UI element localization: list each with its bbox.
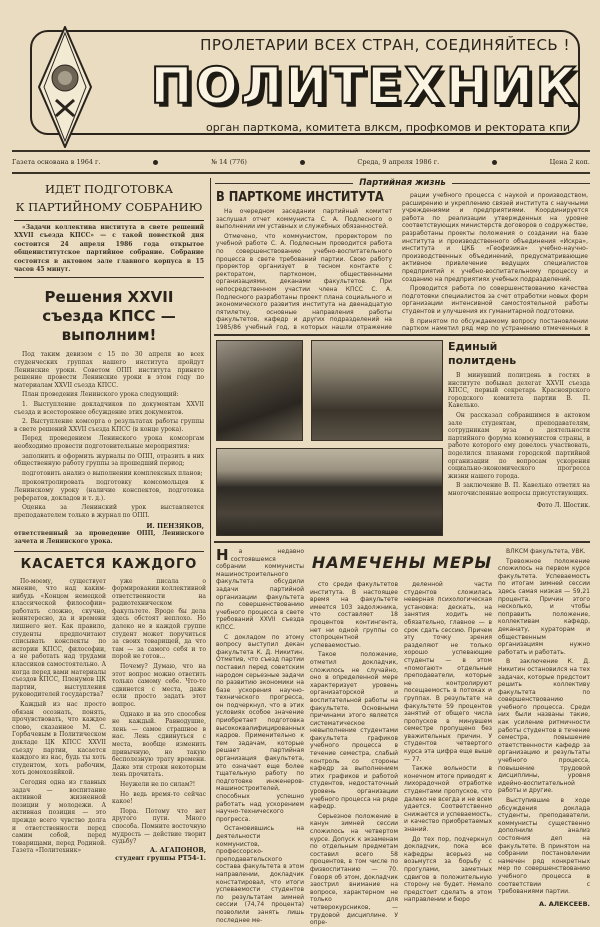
paragraph: На очередном заседании партийный комитет заслушал отчет коммуниста С. А. Подлесного о выполнении им уставных и служебных обязанностей. (216, 208, 392, 231)
article-party-meeting (12, 182, 206, 278)
paragraph: сто среди факультетов института. В настоящее время на факультете имеется 103 задолжника, что составляет 18 процентов контингента, нет ни одной группы со стопроцентной успеваемостью. (310, 581, 398, 649)
article-column (402, 192, 588, 332)
photo-audience (216, 448, 443, 536)
paragraph: До тех пор, подчеркнул докладчик, пока все кафедры всерьез не возьмутся за борьбу с прогулами, заметных сдвигов в положительную сторону не будет. Немало предстоит сделать в этом направлении и бюро (404, 835, 492, 904)
paragraph: рации учебного процесса с наукой и производством, расширению и укреплению связей института с научными учреждениями и предприятиями. Координируется работа по реализации утвержденных на уровне соответствующих министерств договоров о содружестве, разработаны проекты положения о создании на базе института и производственного объединения «Искра», института и ЦКБ «Геофизика» учебно-научно-производственных объединений, предусматривающие активное привлечение ведущих специалистов предприятий к учебно-воспитательному процессу и созданию на предприятиях учебных подразделений. (402, 192, 588, 283)
headline: В ПАРТКОМЕ ИНСТИТУТА (216, 190, 384, 205)
article-column (216, 208, 392, 332)
emblem-badge-icon (38, 26, 92, 148)
divider (14, 551, 204, 552)
divider (12, 150, 590, 152)
issue-info-bar (12, 158, 590, 166)
paragraph: Остановившись на деятельности коммунистов, профессорско-преподавательского состава факультета в этом направлении, докладчик констатировал, что итоги успеваемости студентов по результатам зимней сессии (74,74 процента) позволили занять лишь последнее ме- (216, 825, 304, 924)
newspaper-title: ПОЛИТЕХНИК (150, 57, 580, 115)
article-concerns-everyone (12, 557, 206, 862)
announcement: «Задачи коллектива института в свете решений XXVII съезда КПСС» — с такой повесткой дня состоится 24 апреля 1986 года открытое общеинститутское партийное собрание. Собрание состоится в актовом зале главного корпуса в 15 часов 45 минут. (14, 220, 204, 278)
headline: Решения XXVII съезда КПСС — выполним! (42, 288, 176, 345)
masthead-subtitle: орган парткома, комитета влксм, профкомов и ректората кпи (205, 121, 570, 134)
rubric-label: Партийная жизнь (359, 178, 446, 188)
issue-number: № 14 (776) (210, 158, 247, 166)
paragraph: заполнить и оформить журналы по ОПП, отразить в них общественную работу группы за прошедший период; (14, 452, 204, 468)
divider (12, 172, 590, 174)
photo-speaker (216, 340, 303, 441)
headline: К ПАРТИЙНОМУ СОБРАНИЮ (15, 200, 203, 214)
slogan: ПРОЛЕТАРИИ ВСЕХ СТРАН, СОЕДИНЯЙТЕСЬ ! (200, 36, 570, 54)
paragraph: ВЛКСМ факультета, УВК. (506, 548, 586, 555)
paragraph: Перед проведением Ленинского урока комсоргам необходимо провести подготовительные мероприятия: (14, 435, 204, 450)
author-role: ответственный за проведение ОПП, Ленинского зачета и Ленинского урока. (14, 530, 204, 545)
photo-auditorium-question (311, 340, 443, 441)
paragraph: В заключение В. П. Кавелько ответил на многочисленные вопросы присутствующих. (448, 482, 590, 497)
article-column (498, 548, 590, 908)
divider (214, 541, 590, 543)
paragraph: Почему? Думаю, что на этот вопрос можно ответить только самому себе. Что-то сдвинется с места, даже если просто задать этот вопрос. (112, 663, 206, 708)
bullet-icon (492, 160, 497, 165)
headline: ИДЕТ ПОДГОТОВКА (44, 182, 174, 196)
drop-cap: Н (216, 546, 229, 564)
founded-text: Газета основана в 1964 г. (12, 158, 101, 166)
paragraph: Оценка за Ленинский урок выставляется преподавателем только в журнал по ОПП. (14, 504, 204, 519)
column-divider (210, 178, 211, 840)
paragraph: а недавно состоявшемся собрании коммунисты машиностроительного факультета обсудили задачи партийной организации факультета по совершенствованию учебного процесса в свете требований XXVII съезда КПСС. (216, 548, 304, 631)
bullet-icon (153, 160, 158, 165)
paragraph: Он рассказал собравшимся в актовом зале студентам, преподавателям, сотрудникам вуза о деятельности партийного форума коммунистов страны, в работе которого ему довелось участвовать, поделился планами городской партийной организации по вопросам ускорения социально-экономического прогресса жизни нашего города. (448, 411, 590, 480)
paragraph: деленной части студентов сложилась неверная психологическая установка: дескать, на занятия ходить не обязательно, главное — в срок сдать сессию. Причем эту точку зрения разделяют не только хорошо успевающие студенты — в этом «помогают» отдельные преподаватели, которые не контролируют посещаемость в потоках и группах. В результате на факультете 59 процентов занятий от общего числа пропусков в минувшем семестре пропущено без уважительных причин. У студентов четвертого курса эта цифра еще выше — 77. (404, 581, 492, 763)
left-column (12, 182, 206, 862)
photo-credit: Фото Л. Шостик. (536, 501, 590, 509)
price: Цена 2 коп. (549, 158, 590, 166)
author: А. АЛЕКСЕЕВ. (538, 899, 590, 908)
headline: НАМЕЧЕНЫ МЕРЫ (311, 553, 493, 572)
paragraph: Однако и на это способен не каждый. Равнодушие, лень — самое страшное в нас. Лень сдвинуться с места, вообще изменить привычную, но такую бесполезную трату времени. Даже эти строки некоторым лень прочитать. (112, 710, 206, 779)
paragraph: Выступившие в ходе обсуждения доклада студенты, преподаватели, коммунисты существенно дополнили анализ состояния дел на факультете. В принятом на собрании постановлении намечен ряд конкретных мер по совершенствованию учебного процесса в соответствии с требованиями партии. (498, 797, 590, 896)
issue-date: Среда, 9 апреля 1986 г. (357, 158, 440, 166)
paragraph: Каждый из нас просто обязан осознать, понять, прочувствовать, что каждое слово, сказанное М. С. Горбачевым в Политическом докладе ЦК КПСС XXVII съезду партии, касается каждого из нас, будь ты хоть студентом, хоть рабочим, хоть домохозяйкой. (12, 701, 106, 777)
article-political-day (448, 340, 590, 509)
paragraph: Серьезное положение в канун зимней сессии сложилось на четвертом курсе. Допуск к экзаменам по отдельным предметам составил всего 58 процентов, в том числе по физвоспитанию — 70. Говоря об этом, докладчик заострил внимание на вопросе, характерном не только для четверокурсников, — трудовой дисциплине. У опре- (310, 812, 398, 927)
headline: политдень (448, 354, 517, 367)
paragraph: Сегодня одна из главных задач — воспитание активной жизненной позиции у молодежи. А активная позиция — это прежде всего чувство долга и ответственности перед самим собой, перед товарищами, перед Родиной. Газета «Политехник» (12, 778, 106, 855)
paragraph: В заключение К. Д. Никитин остановился на тех задачах, которые предстоит решить коллективу факультета по совершенствованию учебного процесса. Среди них были названы такие, как усиление ритмичности работы студентов в течение семестра, повышение ответственности кафедр за организацию и результаты учебного процесса, повышение трудовой дисциплины, уровня идейно-воспитательной работы и другие. (498, 658, 590, 795)
bullet-icon (300, 160, 305, 165)
headline: Единый (448, 340, 498, 353)
author: студент группы РТ54-1. (115, 853, 206, 862)
paragraph: Неужели не по силам?! (120, 780, 196, 788)
article-congress-decisions (12, 288, 206, 545)
paragraph: Такое положение, отметил докладчик, сложилось не случайно, оно в определенной мере характеризует уровень организаторской и воспитательной работы на факультете. Основными причинами этого является систематическое невыполнение студентами факультета графиков учебного процесса в течение семестра, слабый контроль со стороны кафедр за выполнением этих графиков и работой студентов, недостаточный уровень организации учебного процесса на ряде кафедр. (310, 651, 398, 811)
article-column (310, 581, 398, 927)
paragraph: По-моему, существует мнение, что над каким-нибудь «Концом немецкой классической философии» работать сложно, скучно, неинтересно, да и времени лишнего нет. Как правило, студенты предпочитают списывать конспекты по истории КПСС, философии, а не работать над трудами классиков самостоятельно. А когда перед вами материалы съездов КПСС, Пленумов ЦК партии, выступления руководителей государства? (12, 577, 106, 699)
paragraph: В минувший политдень в гостях в институте побывал делегат XXVII съезда КПСС, первый секретарь Красноярского городского комитета партии В. П. Кавелько. (448, 372, 590, 410)
section-rubric (215, 178, 590, 188)
paragraph: Проводится работа по совершенствованию качества подготовки специалистов за счет отработки новых форм организации интенсивной самостоятельной работы студентов и улучшения их гуманитарной подготовки. (402, 285, 588, 315)
paragraph: Но ведь время-то сейчас какое! (112, 790, 206, 806)
paragraph: Отмечено, что коммунистом, проректором по учебной работе С. А. Подлесным проводится работа по совершенствованию учебно-воспитательного процесса в свете требований партии. Свою работу проректор организует в тесном контакте с ректоратом, парткомом, общественными организациями, деканами факультетов. При непосредственном участии члена КПСС С. А. Подлесного разработаны проект плана социального и экономического развития института на двенадцатую пятилетку, основные направления работы факультетов, кафедр и других подразделений на 1985/86 учебный год, в которых нашли отражение (216, 232, 392, 331)
paragraph: Тревожное положение сложилось на первом курсе факультета. Успеваемость по итогам зимней сессии здесь самая низкая — 59,21 процента. Причин этого несколько, и чтобы поправить положение, коллективам кафедр, деканату, кураторам и общественным организациям нужно работать и работать. (498, 557, 590, 656)
paragraph: Под таким девизом с 15 по 30 апреля во всех студенческих группах нашего института пройдут Ленинские уроки. Советом ОПП института принято решение провести Ленинские уроки в этом году по материалам XXVII съезда КПСС. (14, 351, 204, 389)
article-column (216, 548, 304, 924)
paragraph: В принятом по обсуждаемому вопросу постановлении партком наметил ряд мер по устранению отмеченных в (402, 317, 588, 332)
divider (214, 334, 590, 336)
paragraph: проконтролировать подготовку комсомольцев к Ленинскому уроку (наличие конспектов, подготовка рефератов, докладов и т. д.). (14, 479, 204, 502)
paragraph: План проведения Ленинского урока следующий: (22, 391, 179, 399)
headline: КАСАЕТСЯ КАЖДОГО (20, 556, 198, 572)
paragraph: 1. Выступление докладчиков по документам XXVII съезда и всестороннее обсуждение этих документов. (14, 401, 204, 416)
paragraph: Пора. Потому что нет другого пути. Много способа. Помните восточную мудрость — действие творит судьбу? (112, 807, 206, 846)
author: А. АГАПОНОВ, (149, 845, 206, 854)
paragraph: Также вольности в конечном итоге приводят к лихорадочной отработке студентами пропусков, что далеко не всегда и не всем удается. Соответственно снижается и успеваемость, и качество приобретаемых знаний. (404, 765, 492, 833)
paragraph: 2. Выступление комсорга о результатах работы группы в свете решений XXVII съезда КПСС (в конце урока). (14, 418, 204, 433)
author: И. ПЕНЗЯКОВ, (146, 522, 204, 531)
paragraph: уже писала о формировании коллективной ответственности на радиотехническом факультете. Вроде бы дела здесь обстоят неплохо. Но далеко не в каждой группе студент может поручиться за своих товарищей, да что там — за самого себя и то порой не готов... (112, 577, 206, 661)
article-column (404, 581, 492, 904)
paragraph: подготовить анализ о выполнении комплексных планов; (22, 469, 203, 477)
paragraph: С докладом по этому вопросу выступил декан факультета К. Д. Никитин. Отметив, что съезд партии поставил перед советским народом серьезные задачи по развитию экономики на базе ускорения научно-технического прогресса, он подчеркнул, что в этих условиях особое значение приобретает подготовка высококвалифицированных кадров. Применительно к тем задачам, которые решает партийная организация факультета, это означает еще более тщательную работу по подготовке инженеров-машиностроителей, способных успешно работать над ускорением научно-технического прогресса. (216, 633, 305, 823)
